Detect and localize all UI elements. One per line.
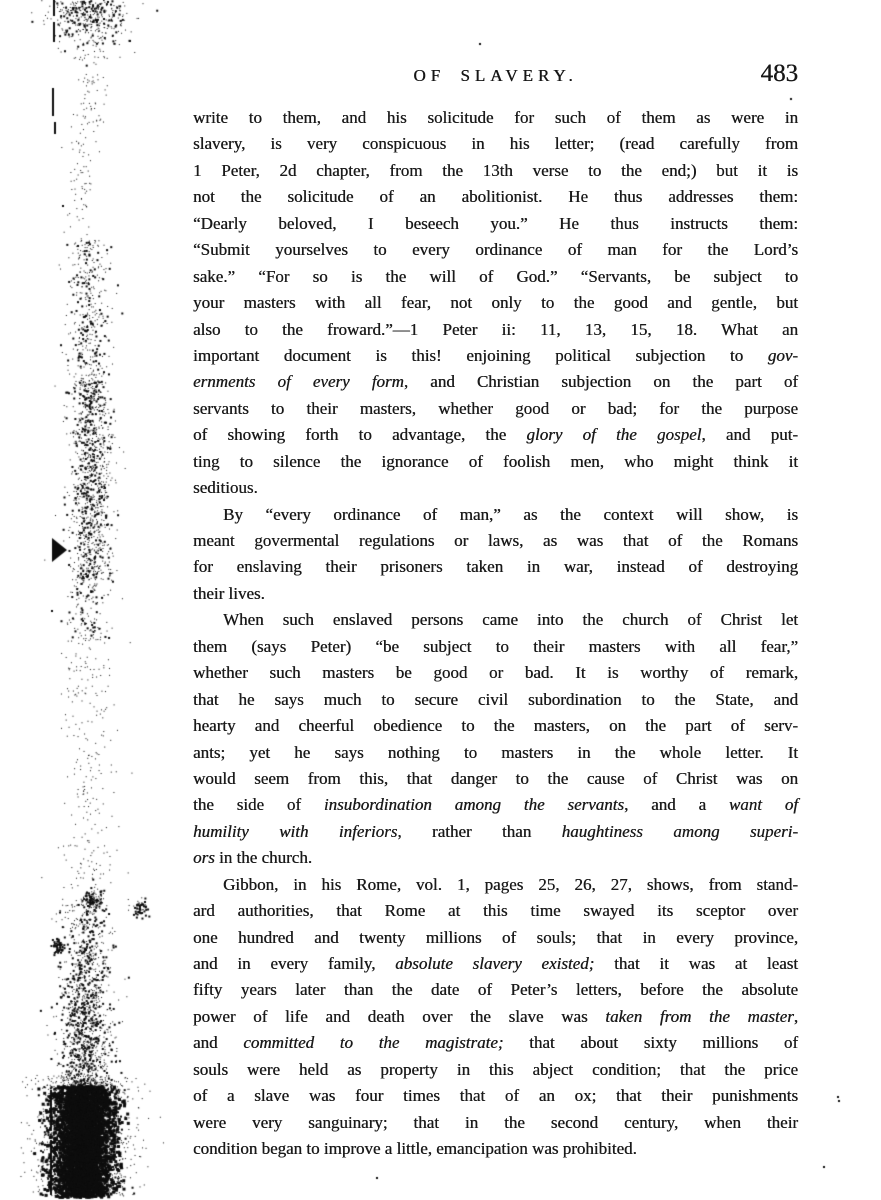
text-segment: souls were held as property in this abject condition; that the price xyxy=(193,1059,798,1079)
text-segment: By “every ordinance of man,” as the context will show, is xyxy=(223,504,798,524)
text-segment: , and Christian subjection on the part of xyxy=(403,372,798,392)
text-line xyxy=(193,105,798,131)
text-line xyxy=(193,898,798,924)
text-segment: and xyxy=(193,1033,244,1053)
page-number: 483 xyxy=(760,60,798,87)
text-segment: slavery, is very conspicuous in his letter; (read carefully from xyxy=(193,134,798,154)
text-line xyxy=(193,1136,798,1162)
text-line xyxy=(193,184,798,210)
text-line xyxy=(193,158,798,184)
page-header xyxy=(193,60,798,90)
text-segment: condition began to improve a little, emancipation was prohibited. xyxy=(193,1139,637,1159)
page-body-text xyxy=(193,105,798,1163)
text-segment: that he says much to secure civil subordination to the State, and xyxy=(193,689,798,709)
text-segment: power of life and death over the slave was xyxy=(193,1006,606,1026)
text-segment: whether such masters be good or bad. It is worthy of remark, xyxy=(193,663,798,683)
text-segment: that it was at least xyxy=(594,954,798,973)
text-line xyxy=(193,237,798,263)
italic-text-segment: gov- xyxy=(767,345,798,365)
text-segment: “Dearly beloved, I beseech you.” He thus instructs them: xyxy=(193,213,798,233)
text-line xyxy=(193,502,798,528)
text-segment: , xyxy=(793,1006,798,1026)
text-line xyxy=(193,343,798,369)
text-segment: Gibbon, in his Rome, vol. 1, pages 25, 26, 27, shows, from stand- xyxy=(223,874,798,894)
text-line xyxy=(193,581,798,607)
italic-text-segment: glory of the gospel xyxy=(526,425,702,445)
text-line xyxy=(193,766,798,792)
italic-text-segment: taken from the master xyxy=(605,1006,794,1026)
text-line xyxy=(193,290,798,316)
text-line xyxy=(193,264,798,290)
text-segment: also to the froward.”—1 Peter ii: 11, 13, 15, 18. What an xyxy=(193,319,798,339)
italic-text-segment: ors xyxy=(193,848,215,868)
text-segment: of showing forth to advantage, the xyxy=(193,425,527,445)
text-segment: ard authorities, that Rome at this time swayed its sceptor over xyxy=(193,901,798,921)
text-segment: not the solicitude of an abolitionist. He thus addresses them: xyxy=(193,187,798,207)
text-line xyxy=(193,687,798,713)
italic-text-segment: insubordination among the servants xyxy=(323,795,625,815)
text-line xyxy=(193,475,798,501)
text-segment: When such enslaved persons came into the church of Christ let xyxy=(223,610,798,630)
text-segment: 1 Peter, 2d chapter, from the 13th verse to the end;) but it is xyxy=(193,160,798,180)
text-line xyxy=(193,713,798,739)
text-segment: were very sanguinary; that in the second century, when their xyxy=(193,1112,798,1132)
text-segment: one hundred and twenty millions of souls; that in every province, xyxy=(193,927,798,947)
text-segment: their lives. xyxy=(193,583,265,603)
text-line xyxy=(193,740,798,766)
text-segment: ants; yet he says nothing to masters in the whole letter. It xyxy=(193,742,798,762)
text-line xyxy=(193,1004,798,1030)
text-line xyxy=(193,317,798,343)
text-segment: servants to their masters, whether good or bad; for the purpose xyxy=(193,398,798,418)
text-line xyxy=(193,607,798,633)
text-line xyxy=(193,422,798,448)
text-segment: in the church. xyxy=(214,848,312,868)
text-segment: , rather than xyxy=(397,821,562,841)
text-segment: meant govermental regulations or laws, as was that of the Romans xyxy=(193,531,798,550)
text-line xyxy=(193,554,798,580)
text-line xyxy=(193,1030,798,1056)
running-head: OF SLAVERY. xyxy=(413,66,578,85)
text-line xyxy=(193,792,798,818)
text-segment: ting to silence the ignorance of foolish men, who might think it xyxy=(193,451,798,471)
text-segment: for enslaving their prisoners taken in war, instead of destroying xyxy=(193,557,798,577)
text-line xyxy=(193,634,798,660)
text-line xyxy=(193,951,798,977)
text-segment: sake.” “For so is the will of God.” “Servants, be subject to xyxy=(193,266,798,286)
text-line xyxy=(193,369,798,395)
text-segment: , and put- xyxy=(701,425,798,445)
italic-text-segment: want of xyxy=(728,795,798,815)
text-line xyxy=(193,1083,798,1109)
text-segment: hearty and cheerful obedience to the masters, on the part of serv- xyxy=(193,716,798,736)
italic-text-segment: absolute slavery existed; xyxy=(395,954,595,973)
text-line xyxy=(193,131,798,157)
italic-text-segment: humility with inferiors xyxy=(193,821,398,841)
text-line xyxy=(193,1057,798,1083)
text-line xyxy=(193,925,798,951)
text-segment: the side of xyxy=(193,795,324,815)
text-segment: important document is this! enjoining political subjection to xyxy=(193,345,768,365)
text-segment: them (says Peter) “be subject to their masters with all fear,” xyxy=(193,636,798,656)
text-line xyxy=(193,845,798,871)
text-line xyxy=(193,872,798,898)
text-line xyxy=(193,1110,798,1136)
text-line xyxy=(193,819,798,845)
text-segment: your masters with all fear, not only to the good and gentle, but xyxy=(193,293,798,313)
text-line xyxy=(193,660,798,686)
italic-text-segment: ernments of every form xyxy=(193,372,404,392)
text-line xyxy=(193,449,798,475)
italic-text-segment: committed to the magistrate; xyxy=(243,1033,504,1053)
text-line xyxy=(193,211,798,237)
text-line xyxy=(193,977,798,1003)
text-segment: “Submit yourselves to every ordinance of man for the Lord’s xyxy=(193,240,798,260)
text-segment: write to them, and his solicitude for such of them as were in xyxy=(193,108,798,127)
text-segment: seditious. xyxy=(193,478,258,498)
italic-text-segment: haughtiness among superi- xyxy=(561,821,799,841)
text-segment: , and a xyxy=(624,795,729,815)
text-line xyxy=(193,528,798,554)
text-line xyxy=(193,396,798,422)
text-segment: that about sixty millions of xyxy=(503,1033,798,1053)
text-segment: fifty years later than the date of Peter’s letters, before the absolute xyxy=(193,980,798,1000)
text-segment: and in every family, xyxy=(193,954,396,973)
text-segment: of a slave was four times that of an ox; that their punishments xyxy=(193,1086,798,1106)
text-segment: would seem from this, that danger to the cause of Christ was on xyxy=(193,768,798,788)
